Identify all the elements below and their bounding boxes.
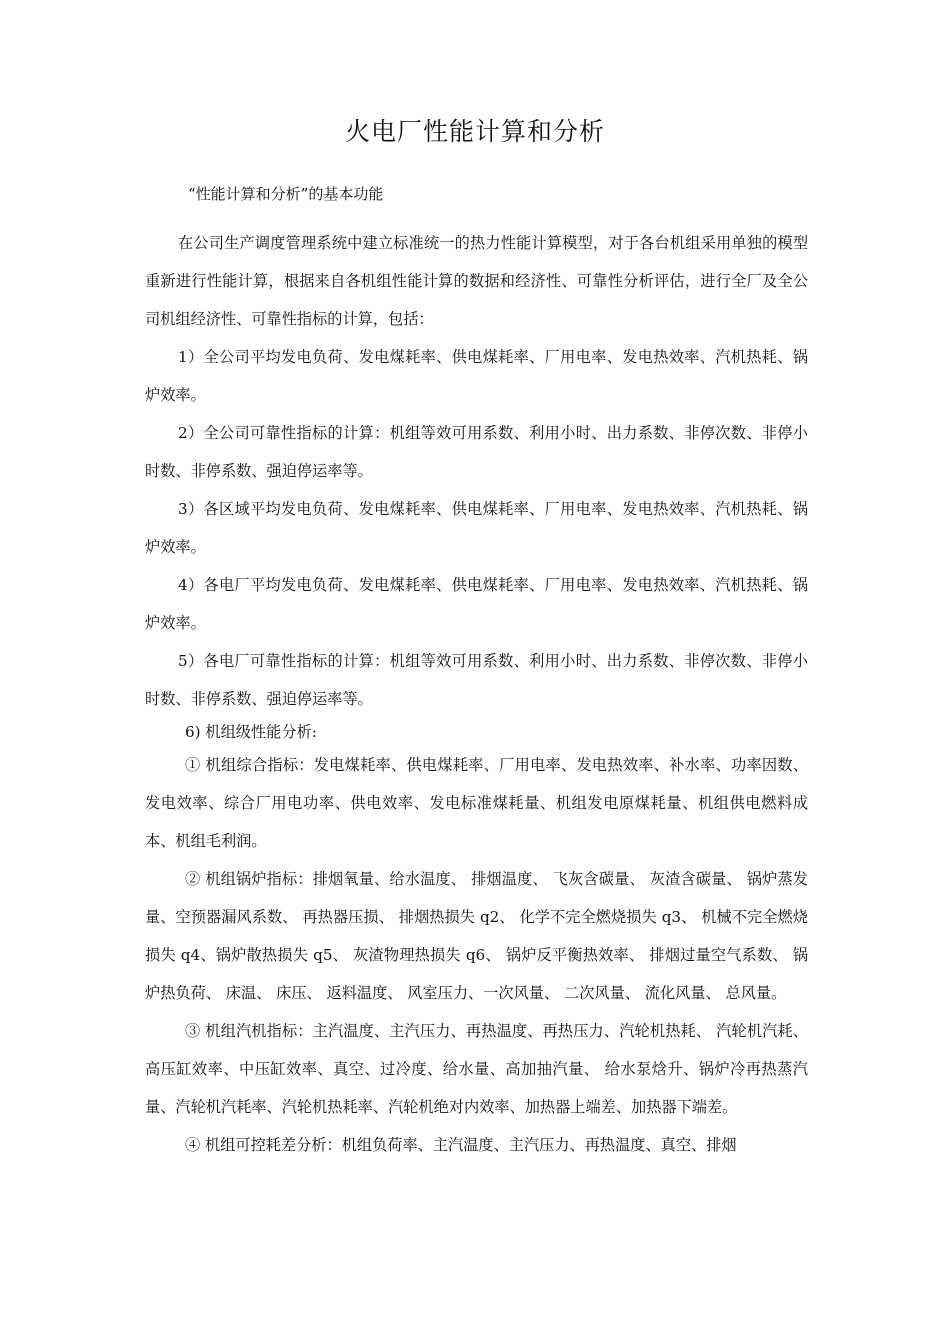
paragraph-item-4: 4）各电厂平均发电负荷、发电煤耗率、供电煤耗率、厂用电率、发电热效率、汽机热耗、锅炉效率。	[145, 576, 808, 632]
paragraph-sub-4: ④ 机组可控耗差分析：机组负荷率、主汽温度、主汽压力、再热温度、真空、排烟	[185, 1136, 737, 1154]
paragraph-item-1: 1）全公司平均发电负荷、发电煤耗率、供电煤耗率、厂用电率、发电热效率、汽机热耗、锅炉效率。	[145, 348, 808, 404]
paragraph-sub-1: ① 机组综合指标：发电煤耗率、供电煤耗率、厂用电率、发电热效率、补水率、功率因数、发电效率、综合厂用电功率、供电效率、发电标准煤耗量、机组发电原煤耗量、机组供电燃料成本、机组毛利润。	[145, 756, 808, 850]
paragraph-item-2: 2）全公司可靠性指标的计算：机组等效可用系数、利用小时、出力系数、非停次数、非停小时数、非停系数、强迫停运率等。	[145, 424, 808, 480]
paragraph-intro: 在公司生产调度管理系统中建立标准统一的热力性能计算模型，对于各台机组采用单独的模型重新进行性能计算，根据来自各机组性能计算的数据和经济性、可靠性分析评估，进行全厂及全公司机组经济性、可靠性指标的计算，包括：	[145, 234, 808, 328]
paragraph-item-3: 3）各区域平均发电负荷、发电煤耗率、供电煤耗率、厂用电率、发电热效率、汽机热耗、锅炉效率。	[145, 500, 808, 556]
document-body	[145, 224, 808, 1164]
paragraph-sub-3: ③ 机组汽机指标：主汽温度、主汽压力、再热温度、再热压力、汽轮机热耗、 汽轮机汽耗、 高压缸效率、中压缸效率、真空、过冷度、给水量、高加抽汽量、 给水泵焓升、锅炉冷再热蒸汽量、汽轮机汽耗率、汽轮机热耗率、汽轮机绝对内效率、加热器上端差、加热器下端差。	[145, 1022, 808, 1116]
paragraph-sub-2: ② 机组锅炉指标：排烟氧量、给水温度、 排烟温度、 飞灰含碳量、 灰渣含碳量、 锅炉蒸发量、空预器漏风系数、 再热器压损、 排烟热损失 q2、 化学不完全燃烧损失 q3、 机械不完全燃烧损失 q4、锅炉散热损失 q5、 灰渣物理热损失 q6、 锅炉反平衡热效率、 排烟过量空气系数、 锅炉热负荷、 床温、 床压、 返料温度、 风室压力、一次风量、 二次风量、 流化风量、 总风量。	[145, 870, 808, 1002]
paragraph-item-5: 5）各电厂可靠性指标的计算：机组等效可用系数、利用小时、出力系数、非停次数、非停小时数、非停系数、强迫停运率等。	[145, 652, 808, 708]
paragraph-item-6: 6) 机组级性能分析:	[185, 723, 317, 741]
document-title: 火电厂性能计算和分析	[344, 117, 605, 146]
document-subtitle: “性能计算和分析”的基本功能	[188, 185, 384, 203]
